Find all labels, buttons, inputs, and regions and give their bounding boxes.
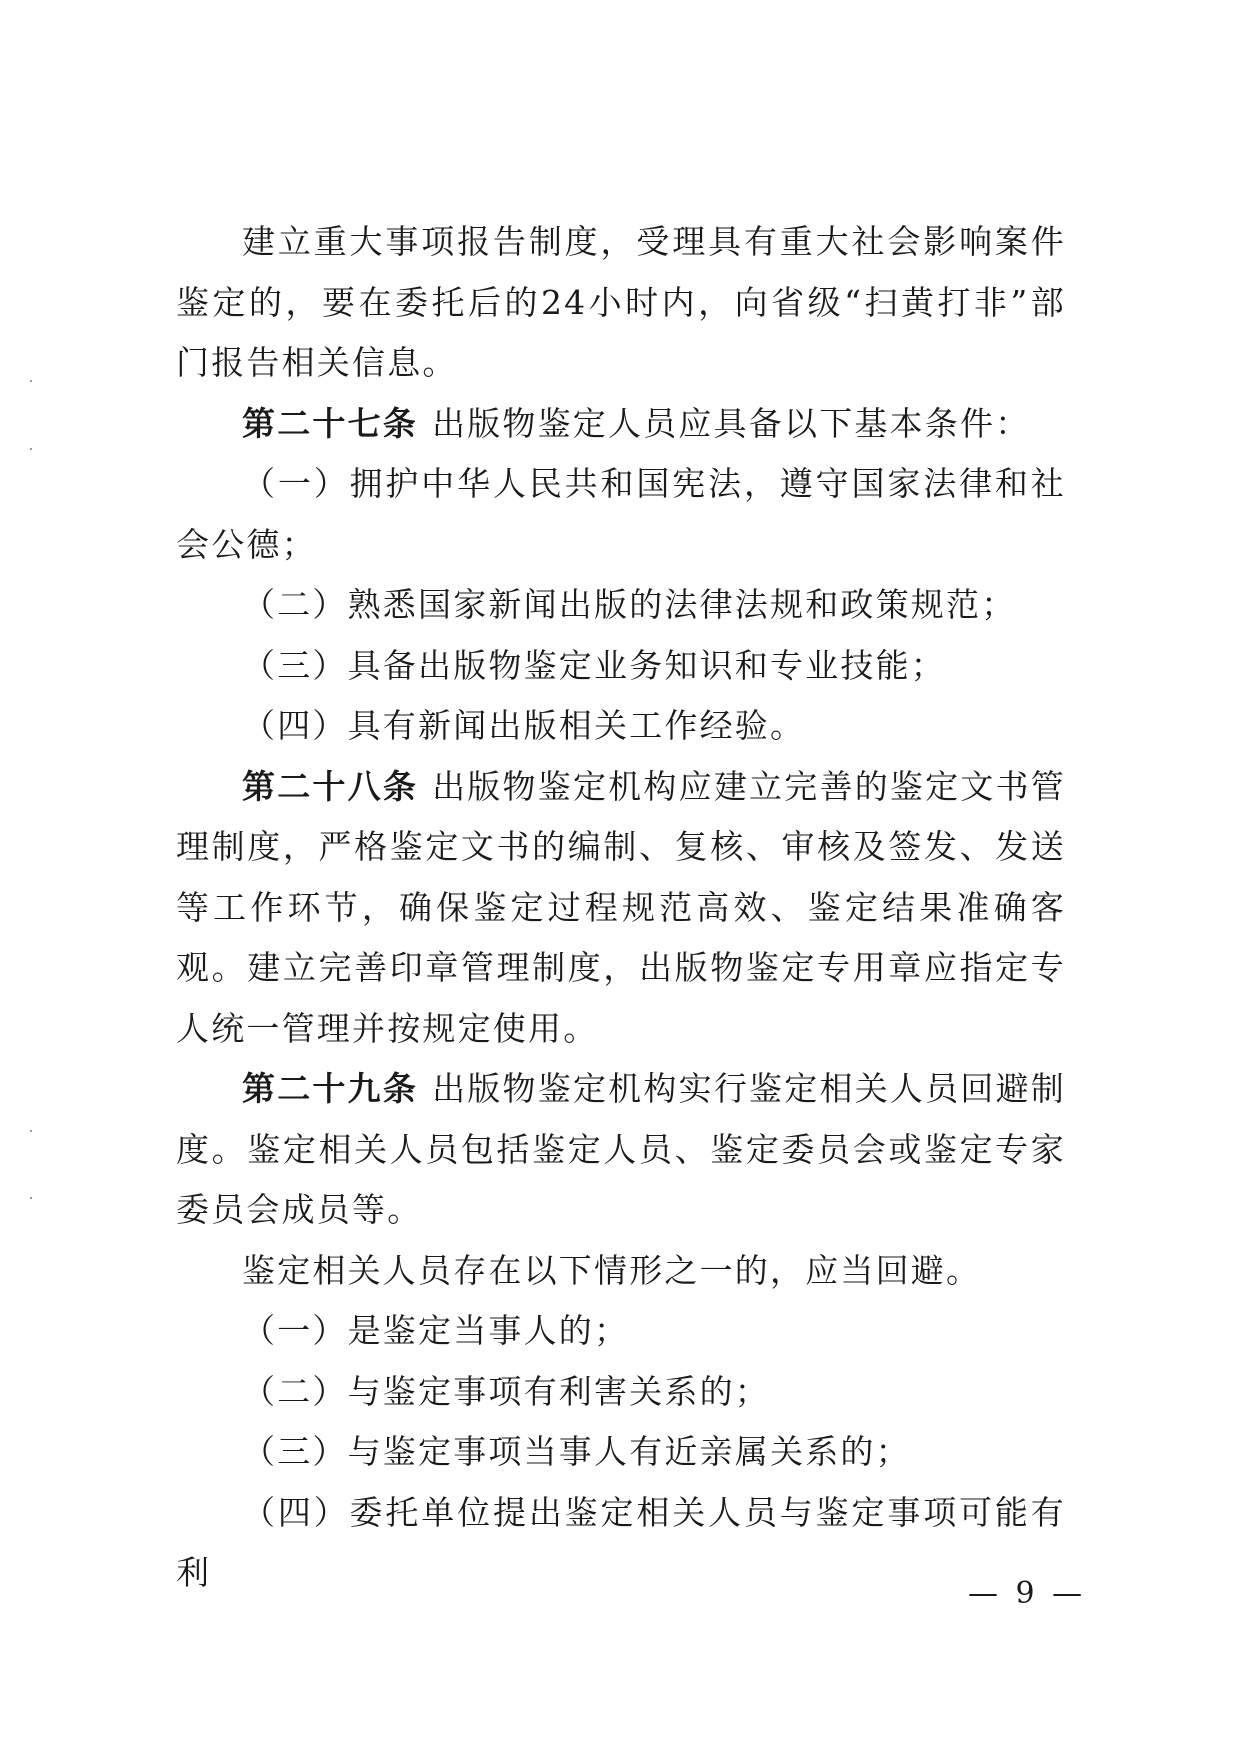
paragraph-text: （二）熟悉国家新闻出版的法律法规和政策规范； (242, 585, 1017, 624)
paragraph-text: 鉴定相关人员存在以下情形之一的，应当回避。 (242, 1250, 982, 1290)
paragraph-article-28 (176, 757, 1066, 1060)
paragraph-text: （一）是鉴定当事人的； (242, 1311, 630, 1350)
paragraph-text: 出版物鉴定机构应建立完善的鉴定文书管理制度，严格鉴定文书的编制、复核、审核及签发、发送等工作环节，确保鉴定过程规范高效、鉴定结果准确客观。建立完善印章管理制度，出版物鉴定专用章应指定专人统一管理并按规定使用。 (176, 766, 1066, 1048)
document-body (176, 212, 1066, 1604)
article-label: 第二十九条 (242, 1069, 419, 1108)
article-label: 第二十八条 (242, 766, 419, 806)
list-item (176, 696, 1066, 757)
list-item (176, 454, 1066, 575)
scan-speck (30, 380, 32, 382)
list-item (176, 1422, 1066, 1483)
scan-speck (30, 448, 32, 450)
paragraph-article-27 (176, 394, 1066, 455)
list-item (176, 1362, 1066, 1423)
scan-speck (30, 1130, 32, 1132)
paragraph-text: 建立重大事项报告制度，受理具有重大社会影响案件鉴定的，要在委托后的24小时内，向省级“扫黄打非”部门报告相关信息。 (176, 222, 1066, 382)
paragraph-text: （二）与鉴定事项有利害关系的； (242, 1371, 770, 1411)
article-label: 第二十七条 (242, 403, 418, 443)
list-item (176, 1301, 1066, 1362)
paragraph-text: （四）具有新闻出版相关工作经验。 (242, 706, 806, 745)
list-item (176, 1483, 1066, 1604)
list-item (176, 636, 1066, 697)
paragraph-text: （一）拥护中华人民共和国宪法，遵守国家法律和社会公德； (176, 464, 1066, 564)
paragraph-text: 出版物鉴定人员应具备以下基本条件： (432, 403, 1031, 443)
paragraph (176, 212, 1066, 394)
paragraph-text: （三）具备出版物鉴定业务知识和专业技能； (242, 645, 946, 685)
paragraph-article-29 (176, 1059, 1066, 1241)
paragraph-text: 出版物鉴定机构实行鉴定相关人员回避制度。鉴定相关人员包括鉴定人员、鉴定委员会或鉴定专家委员会成员等。 (176, 1069, 1066, 1229)
scan-speck (30, 1197, 32, 1199)
paragraph-text: （三）与鉴定事项当事人有近亲属关系的； (242, 1432, 911, 1471)
page-number: — 9 — (968, 1576, 1087, 1611)
list-item (176, 575, 1066, 636)
paragraph (176, 1241, 1066, 1302)
paragraph-text: （四）委托单位提出鉴定相关人员与鉴定事项可能有利 (176, 1492, 1066, 1592)
